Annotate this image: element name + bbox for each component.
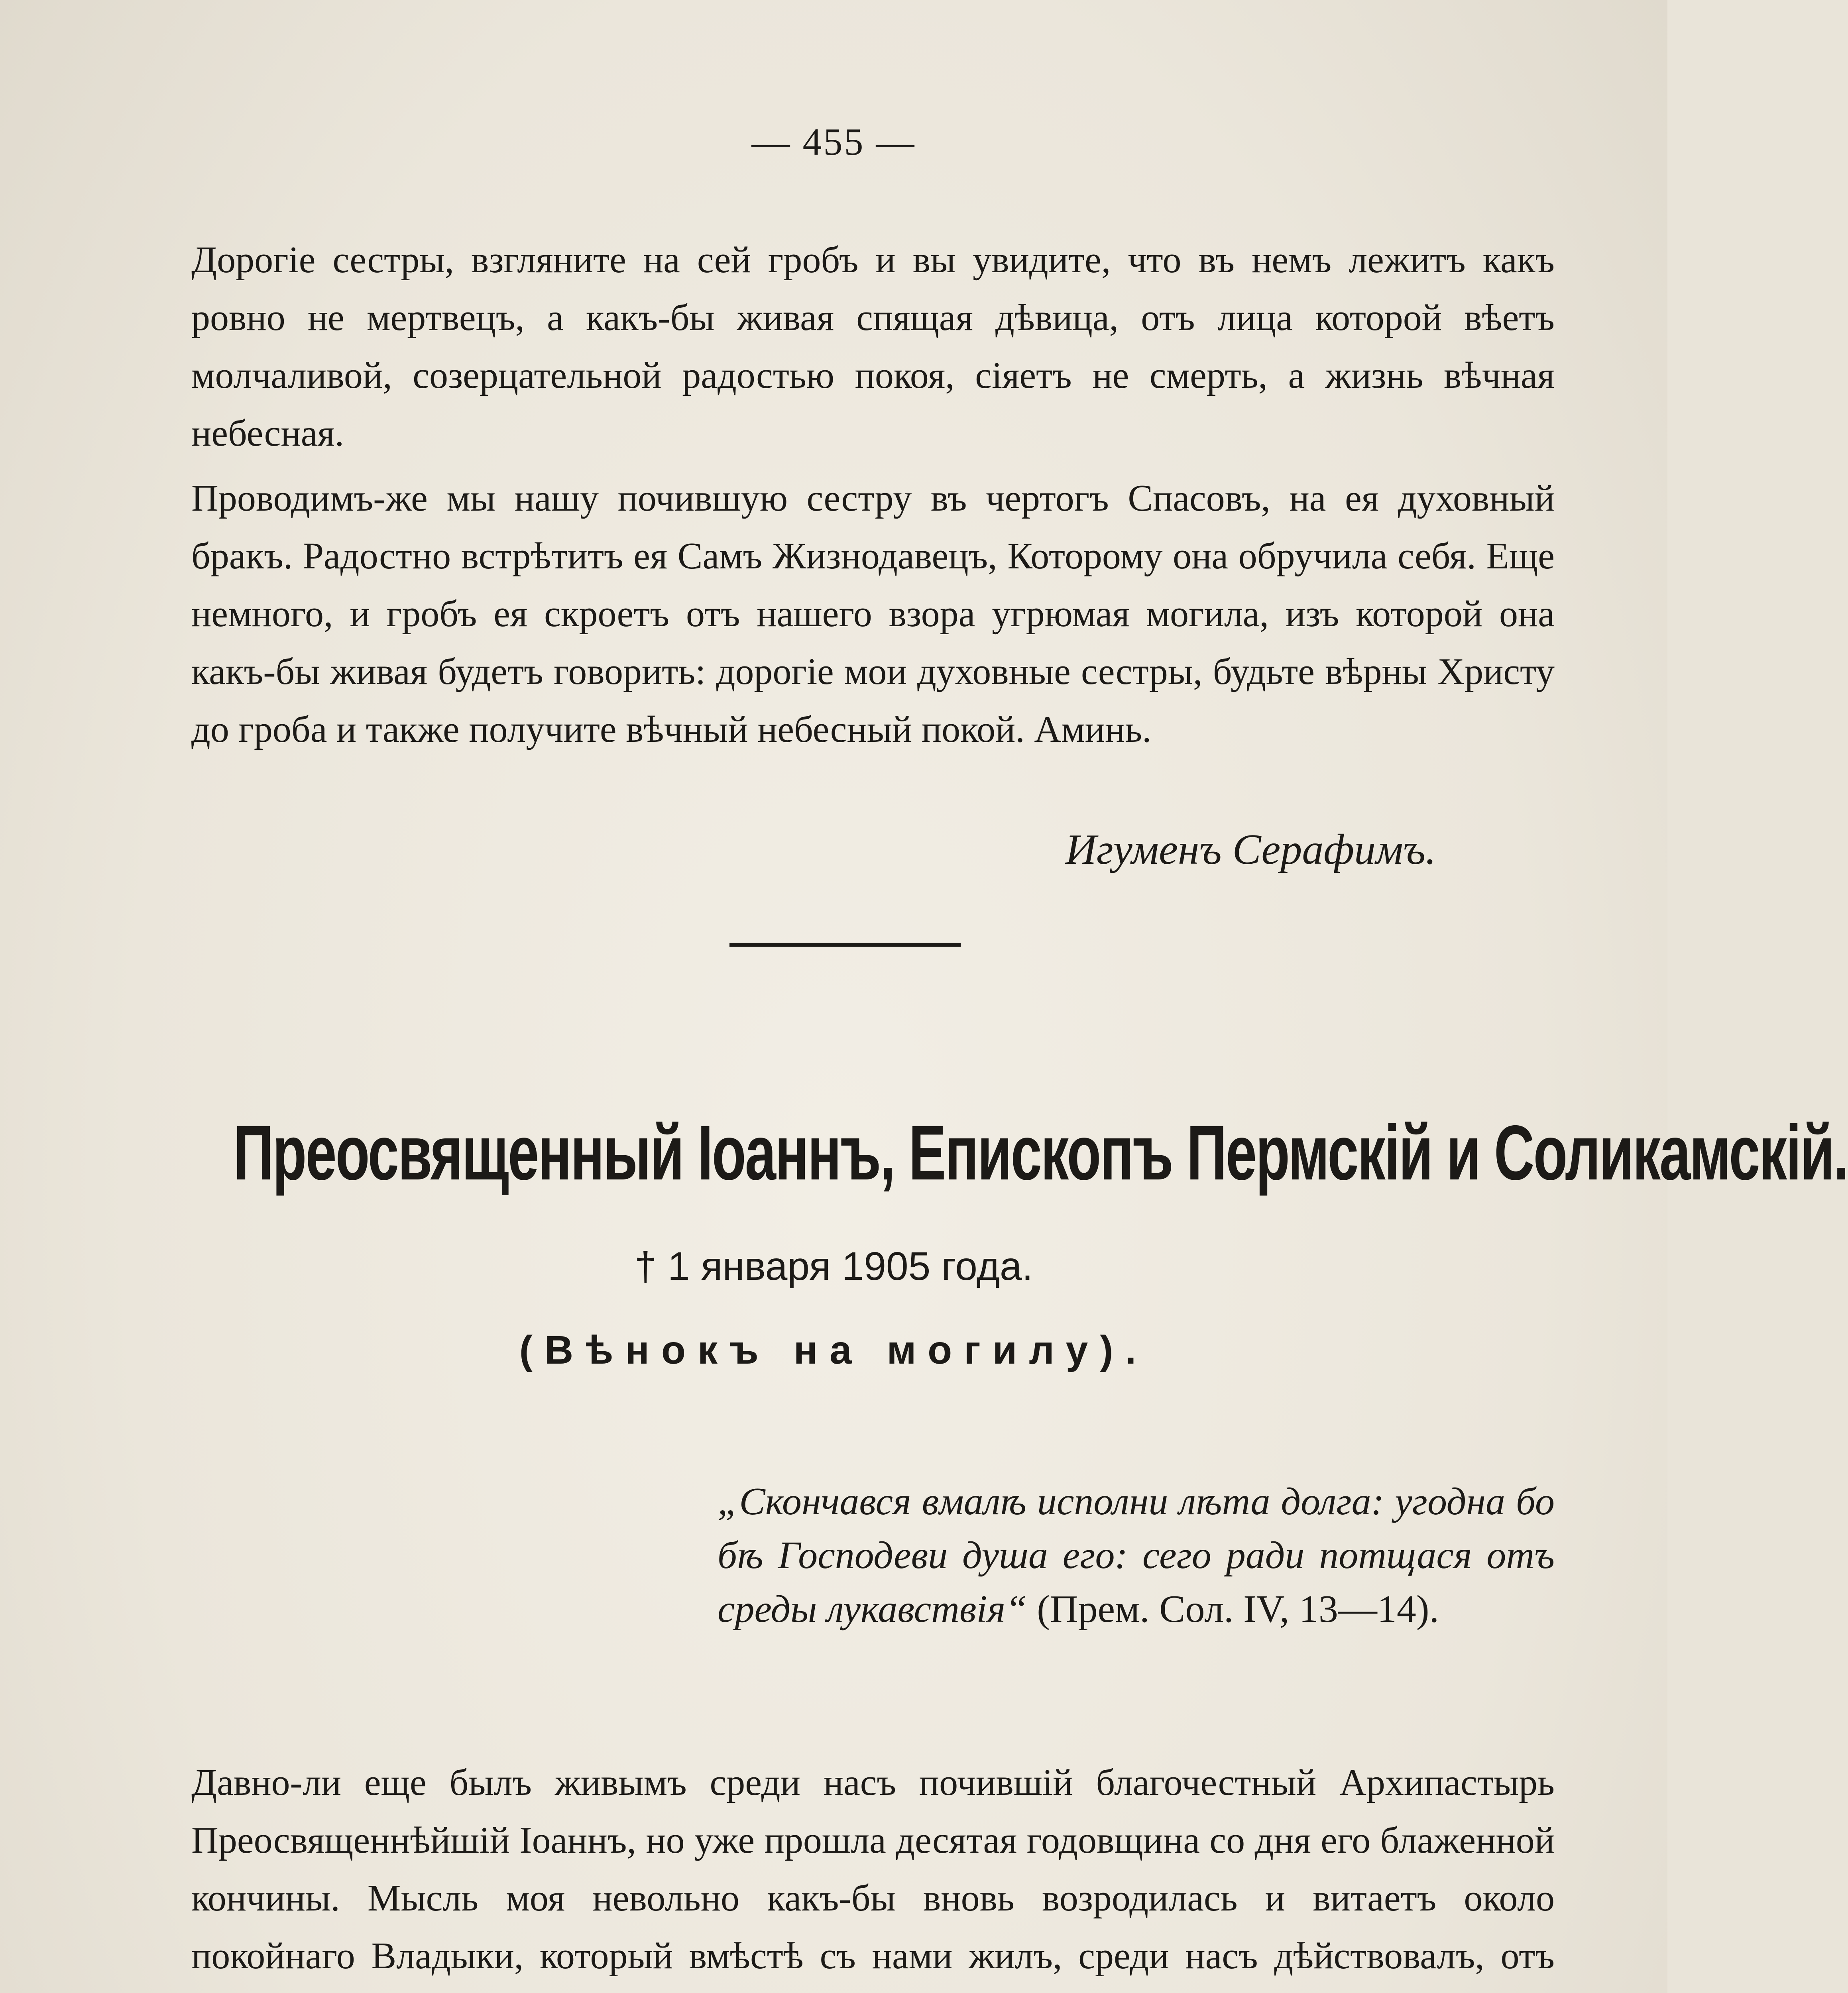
section-divider [729, 943, 961, 947]
signature: Игуменъ Серафимъ. [1065, 826, 1436, 873]
paragraph: Проводимъ-же мы нашу почившую сестру въ чертогъ Спасовъ, на ея духовный бракъ. Радостно встрѣтитъ ея Самъ Жизнодавецъ, Которому она обручила себя. Еще немного, и гробъ ея скроетъ отъ нашего взора угрюмая могила, изъ которой она какъ-бы живая будетъ говорить: дорогіе мои духовные сестры, будьте вѣрны Христу до гроба и также получите вѣчный небесный покой. Аминь. [191, 478, 1555, 750]
epigraph [718, 1475, 1555, 1636]
article-subtitle: (Вѣнокъ на могилу). [519, 1328, 1148, 1372]
paragraph: Давно-ли еще былъ живымъ среди насъ почившій благочестный Архипастырь Преосвященнѣйшій Іоаннъ, но уже прошла десятая годовщина со дня его блаженной кончины. Мысль моя невольно какъ-бы вновь возродилась и витаетъ около покойнаго Владыки, который вмѣстѣ съ нами жилъ, среди насъ дѣйствовалъ, отъ [191, 1762, 1555, 1977]
paragraph: Дорогіе сестры, взгляните на сей гробъ и вы увидите, что въ немъ лежитъ какъ ровно не мертвецъ, а какъ-бы живая спящая дѣвица, отъ лица которой вѣетъ молчаливой, созерцательной радостью покоя, сіяетъ не смерть, а жизнь вѣчная небесная. [191, 239, 1555, 454]
article-heading: Преосвященный Іоаннъ, Епископъ Пермскій и Соликамскій. [233, 1109, 1848, 1196]
article-body [191, 1754, 1555, 1993]
death-date: † 1 января 1905 года. [634, 1244, 1033, 1289]
sermon-conclusion [191, 231, 1555, 759]
page-number: — 455 — [751, 120, 916, 163]
epigraph-reference: (Прем. Сол. IV, 13—14). [1027, 1588, 1439, 1631]
epigraph-quote: „Скончався вмалѣ исполни лѣта долга: угодна бо бѣ Господеви душа его: сего ради потщася отъ среды лукавствія“ [718, 1480, 1555, 1631]
